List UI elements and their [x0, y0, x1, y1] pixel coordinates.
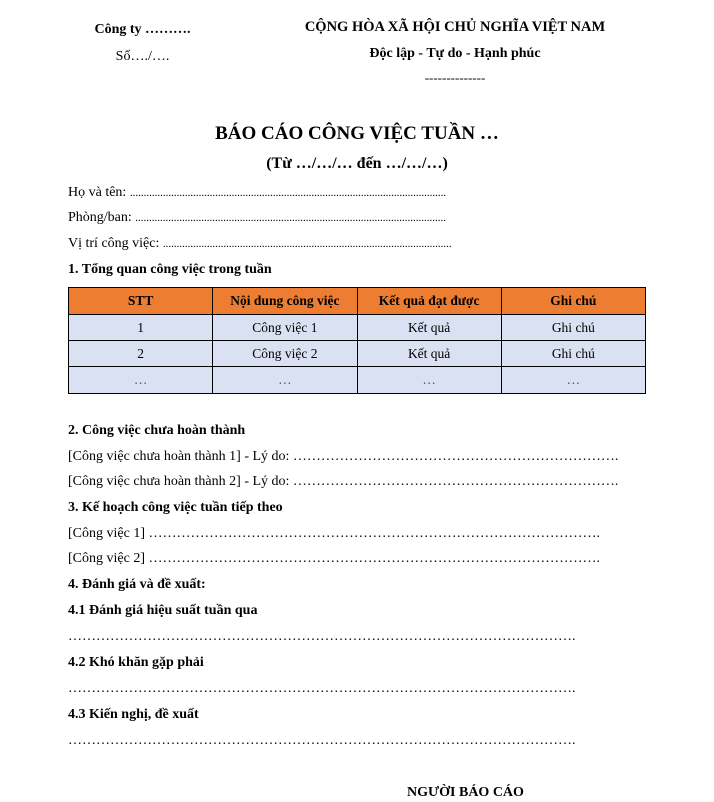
section-4-3-heading: 4.3 Kiến nghị, đề xuất — [68, 707, 199, 722]
next-week-task-line-2[interactable]: [Công việc 2] ……………………………………………………………………………………. — [68, 551, 600, 566]
national-title: CỘNG HÒA XÃ HỘI CHỦ NGHĨA VIỆT NAM — [304, 19, 606, 35]
report-title: BÁO CÁO CÔNG VIỆC TUẦN … — [215, 123, 499, 144]
next-week-task-line-1[interactable]: [Công việc 1] ……………………………………………………………………………………. — [68, 526, 600, 541]
table-row — [69, 341, 646, 367]
section-2-heading: 2. Công việc chưa hoàn thành — [68, 423, 246, 438]
section-4-3-fill[interactable]: ………………………………………………………………………………………………. — [68, 733, 576, 748]
section-3-heading: 3. Kế hoạch công việc tuần tiếp theo — [68, 500, 283, 515]
table-cell[interactable]: … — [501, 367, 645, 394]
work-overview-table — [68, 287, 646, 394]
table-cell[interactable]: Công việc 2 — [213, 341, 357, 367]
table-row — [69, 367, 646, 394]
table-row — [69, 315, 646, 341]
field-fill: ................................................................................................................... — [129, 187, 447, 199]
table-header-row — [69, 288, 646, 315]
field-label: Vị trí công việc: — [68, 236, 163, 251]
info-field-position[interactable] — [68, 236, 452, 252]
table-cell[interactable]: 1 — [69, 315, 213, 341]
table-cell[interactable]: Kết quả — [357, 341, 501, 367]
report-period: (Từ …/…/… đến …/…/…) — [266, 155, 448, 172]
table-cell[interactable]: Kết quả — [357, 315, 501, 341]
header-separator: -------------- — [424, 70, 486, 85]
table-cell[interactable]: … — [69, 367, 213, 394]
table-cell[interactable]: Công việc 1 — [213, 315, 357, 341]
section-4-2-heading: 4.2 Khó khăn gặp phải — [68, 655, 204, 670]
document-number: Số…./…. — [115, 49, 170, 64]
section-4-1-heading: 4.1 Đánh giá hiệu suất tuần qua — [68, 603, 258, 618]
field-fill: ................................................................................................................. — [135, 212, 447, 224]
field-fill: ......................................................................................................... — [162, 238, 452, 250]
section-4-1-fill[interactable]: ………………………………………………………………………………………………. — [68, 629, 576, 644]
table-cell[interactable]: Ghi chú — [501, 315, 645, 341]
unfinished-task-line-1[interactable]: [Công việc chưa hoàn thành 1] - Lý do: ……………………………………………………………. — [68, 449, 619, 464]
table-cell[interactable]: 2 — [69, 341, 213, 367]
section-4-2-fill[interactable]: ………………………………………………………………………………………………. — [68, 681, 576, 696]
info-field-name[interactable] — [68, 185, 446, 201]
table-cell[interactable]: Ghi chú — [501, 341, 645, 367]
column-header-note: Ghi chú — [501, 288, 645, 315]
unfinished-task-line-2[interactable]: [Công việc chưa hoàn thành 2] - Lý do: ……………………………………………………………. — [68, 474, 619, 489]
column-header-stt: STT — [69, 288, 213, 315]
section-1-heading: 1. Tổng quan công việc trong tuần — [68, 262, 272, 277]
company-name: Công ty ………. — [94, 22, 191, 37]
field-label: Phòng/ban: — [68, 210, 136, 225]
column-header-result: Kết quả đạt được — [357, 288, 501, 315]
field-label: Họ và tên: — [68, 185, 130, 200]
table-cell[interactable]: … — [213, 367, 357, 394]
table-cell[interactable]: … — [357, 367, 501, 394]
section-4-heading: 4. Đánh giá và đề xuất: — [68, 577, 206, 592]
info-field-department[interactable] — [68, 210, 446, 226]
column-header-content: Nội dung công việc — [213, 288, 357, 315]
national-motto: Độc lập - Tự do - Hạnh phúc — [369, 46, 541, 61]
signature-label: NGƯỜI BÁO CÁO — [407, 785, 524, 800]
